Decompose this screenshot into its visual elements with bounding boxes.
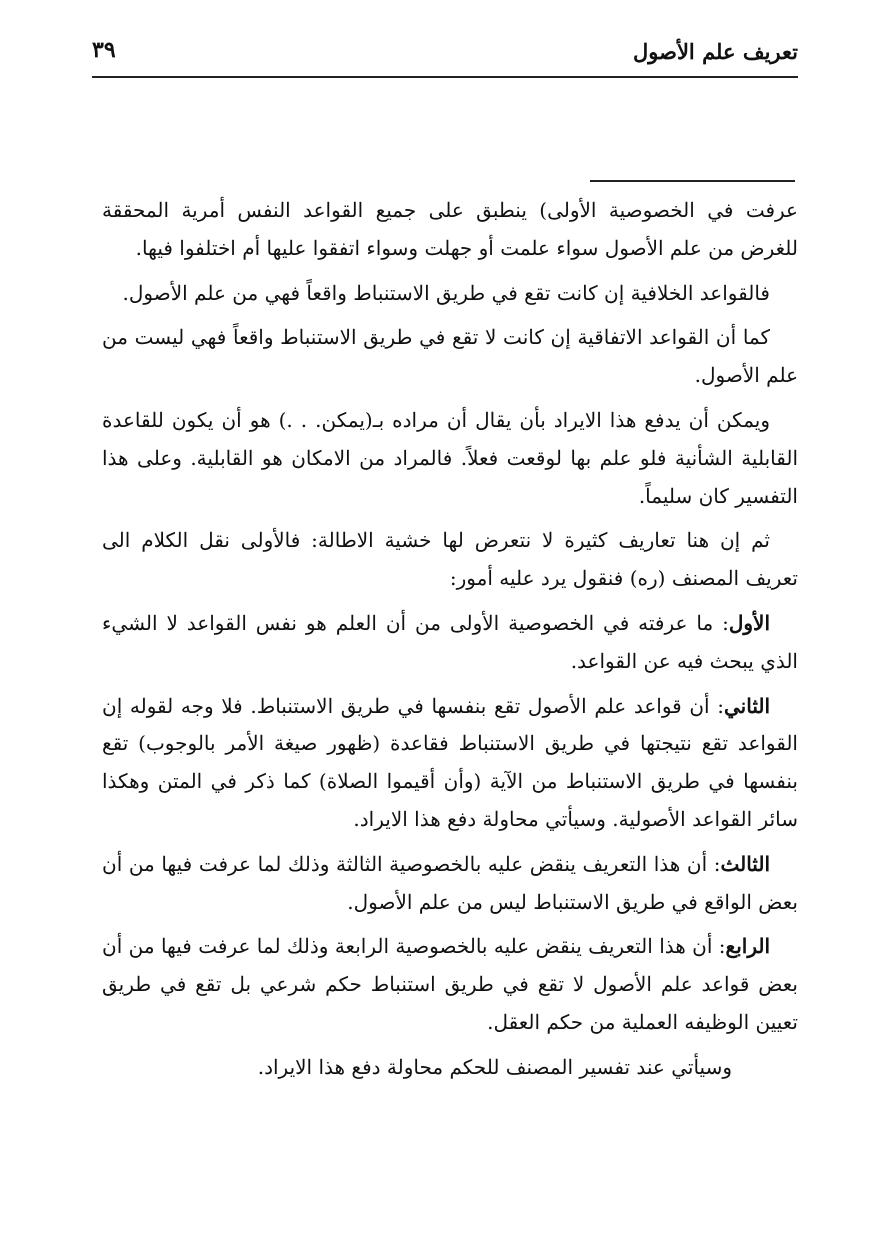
paragraph-lead: الثاني xyxy=(723,693,770,718)
paragraph-text: : أن قواعد علم الأصول تقع بنفسها في طريق الاستنباط. فلا وجه لقوله إن القواعد تقع نتيجتها في طريق الاستنباط فقاعدة (ظهور صيغة الأمر بالوجوب) تقع بنفسها في طريق الاستنباط من الآية (وأن أقيموا الصلاة) كما ذكر في المتن وهكذا سائر القواعد الأصولية. وسيأتي محاولة دفع هذا الايراد. xyxy=(102,693,798,831)
paragraph-lead: الأول xyxy=(728,610,770,635)
header-divider xyxy=(92,76,798,78)
paragraph-text: : أن هذا التعريف ينقض عليه بالخصوصية الرابعة وذلك لما عرفت فيها من أن بعض قواعد علم الأصول لا تقع في طريق استنباط حكم شرعي بل تقع في طريق تعيين الوظيفه العملية من حكم العقل. xyxy=(102,934,798,1034)
header-title: تعريف علم الأصول xyxy=(633,39,798,64)
paragraph xyxy=(102,319,798,395)
body-text xyxy=(102,192,798,1094)
paragraph xyxy=(102,928,798,1041)
paragraph xyxy=(102,605,798,681)
paragraph-text: : أن هذا التعريف ينقض عليه بالخصوصية الثالثة وذلك لما عرفت فيها من أن بعض الواقع في طريق الاستنباط ليس من علم الأصول. xyxy=(102,851,798,914)
paragraph-text: فالقواعد الخلافية إن كانت تقع في طريق الاستنباط واقعاً فهي من علم الأصول. xyxy=(122,280,770,305)
footnote-divider xyxy=(590,180,795,182)
paragraph-text: ويمكن أن يدفع هذا الايراد بأن يقال أن مراده بـ(يمكن. . .) هو أن يكون للقاعدة القابلية الشأنية فلو علم بها لوقعت فعلاً. فالمراد من الامكان هو القابلية. وعلى هذا التفسير كان سليماً. xyxy=(102,407,798,508)
paragraph xyxy=(102,275,798,313)
running-header xyxy=(92,34,798,74)
paragraph-lead: الرابع xyxy=(725,934,770,959)
paragraph xyxy=(102,1049,798,1087)
paragraph xyxy=(102,402,798,515)
paragraph-text: وسيأتي عند تفسير المصنف للحكم محاولة دفع هذا الايراد. xyxy=(257,1054,732,1079)
paragraph-lead: الثالث xyxy=(720,851,770,876)
paragraph xyxy=(102,846,798,922)
paragraph xyxy=(102,192,798,268)
paragraph-text: ثم إن هنا تعاريف كثيرة لا نتعرض لها خشية الاطالة: فالأولى نقل الكلام الى تعريف المصنف (ره) فنقول يرد عليه أمور: xyxy=(102,528,798,591)
paragraph-text: كما أن القواعد الاتفاقية إن كانت لا تقع في طريق الاستنباط واقعاً فهي ليست من علم الأصول. xyxy=(102,325,798,388)
paragraph xyxy=(102,522,798,598)
paragraph-text: عرفت في الخصوصية الأولى) ينطبق على جميع القواعد النفس أمرية المحققة للغرض من علم الأصول سواء علمت أو جهلت وسواء اتفقوا عليها أم اختلفوا فيها. xyxy=(102,198,798,260)
paragraph-text: : ما عرفته في الخصوصية الأولى من أن العلم هو نفس القواعد لا الشيء الذي يبحث فيه عن القواعد. xyxy=(102,610,798,673)
page-number: ٣٩ xyxy=(92,37,116,63)
paragraph xyxy=(102,688,798,839)
